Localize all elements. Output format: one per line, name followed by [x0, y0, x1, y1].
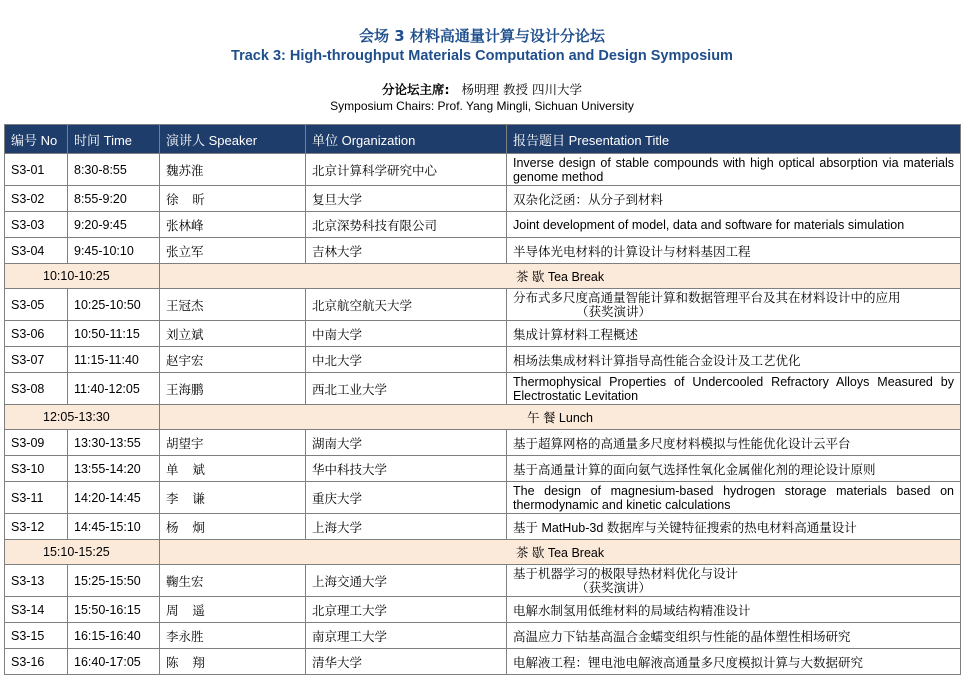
title-chinese: 会场 3 材料高通量计算与设计分论坛 [359, 27, 605, 45]
cell-time: 8:55-9:20 [68, 186, 160, 212]
cell-organization: 中北大学 [306, 347, 507, 373]
cell-title [507, 565, 961, 597]
table-header-row [5, 125, 961, 154]
cell-title: 双杂化泛函：从分子到材料 [507, 186, 961, 212]
cell-no: S3-10 [5, 456, 68, 482]
cell-organization: 北京计算科学研究中心 [306, 154, 507, 186]
table-row [5, 597, 961, 623]
cell-no: S3-07 [5, 347, 68, 373]
cell-no: S3-09 [5, 430, 68, 456]
cell-organization: 北京理工大学 [306, 597, 507, 623]
cell-title: 基于高通量计算的面向氨气选择性氧化金属催化剂的理论设计原则 [507, 456, 961, 482]
break-label: 茶 歇 Tea Break [160, 264, 961, 289]
column-header-no: 编号 No [5, 125, 68, 154]
column-header-title: 报告题目 Presentation Title [507, 125, 961, 154]
table-row [5, 623, 961, 649]
cell-speaker: 胡望宇 [160, 430, 306, 456]
cell-speaker: 赵宇宏 [160, 347, 306, 373]
break-label: 午 餐 Lunch [160, 405, 961, 430]
cell-speaker: 李永胜 [160, 623, 306, 649]
cell-organization: 湖南大学 [306, 430, 507, 456]
cell-organization: 北京深势科技有限公司 [306, 212, 507, 238]
cell-speaker: 徐 昕 [160, 186, 306, 212]
cell-time: 15:50-16:15 [68, 597, 160, 623]
table-row [5, 456, 961, 482]
table-row [5, 289, 961, 321]
cell-speaker: 杨 炯 [160, 514, 306, 540]
cell-time: 11:15-11:40 [68, 347, 160, 373]
chairs-label: 分论坛主席: [382, 82, 450, 97]
cell-organization: 清华大学 [306, 649, 507, 675]
cell-speaker: 王冠杰 [160, 289, 306, 321]
cell-title [507, 289, 961, 321]
cell-organization: 中南大学 [306, 321, 507, 347]
cell-time: 11:40-12:05 [68, 373, 160, 405]
break-label: 茶 歇 Tea Break [160, 540, 961, 565]
cell-time: 14:45-15:10 [68, 514, 160, 540]
break-row [5, 405, 961, 430]
title-english: Track 3: High-throughput Materials Computation and Design Symposium [231, 48, 733, 64]
cell-speaker: 张立军 [160, 238, 306, 264]
cell-title: Inverse design of stable compounds with high optical absorption via materials genome method [507, 154, 961, 186]
cell-title: 集成计算材料工程概述 [507, 321, 961, 347]
cell-no: S3-11 [5, 482, 68, 514]
cell-speaker: 张林峰 [160, 212, 306, 238]
cell-title: 相场法集成材料计算指导高性能合金设计及工艺优化 [507, 347, 961, 373]
cell-no: S3-05 [5, 289, 68, 321]
table-row [5, 565, 961, 597]
break-time: 15:10-15:25 [5, 540, 160, 565]
schedule-table [4, 124, 961, 675]
cell-time: 10:25-10:50 [68, 289, 160, 321]
chairs-names: 杨明理 教授 四川大学 [461, 82, 582, 97]
cell-no: S3-04 [5, 238, 68, 264]
cell-organization: 重庆大学 [306, 482, 507, 514]
table-row [5, 212, 961, 238]
cell-time: 10:50-11:15 [68, 321, 160, 347]
table-row [5, 154, 961, 186]
cell-speaker: 李 谦 [160, 482, 306, 514]
cell-speaker: 刘立斌 [160, 321, 306, 347]
cell-title: Joint development of model, data and software for materials simulation [507, 212, 961, 238]
table-row [5, 321, 961, 347]
cell-speaker: 王海鹏 [160, 373, 306, 405]
cell-no: S3-02 [5, 186, 68, 212]
title-line: 基于机器学习的极限导热材料优化与设计 [513, 566, 739, 581]
cell-no: S3-01 [5, 154, 68, 186]
cell-organization: 上海交通大学 [306, 565, 507, 597]
table-body [5, 154, 961, 675]
table-row [5, 347, 961, 373]
table-row [5, 514, 961, 540]
chairs-english: Symposium Chairs: Prof. Yang Mingli, Sichuan University [330, 99, 634, 113]
table-row [5, 186, 961, 212]
cell-title: The design of magnesium-based hydrogen storage materials based on thermodynamic and kinetic calculations [507, 482, 961, 514]
break-row [5, 540, 961, 565]
cell-speaker: 魏苏淮 [160, 154, 306, 186]
cell-organization: 西北工业大学 [306, 373, 507, 405]
cell-time: 9:20-9:45 [68, 212, 160, 238]
cell-title: 电解水制氢用低维材料的局域结构精准设计 [507, 597, 961, 623]
cell-no: S3-03 [5, 212, 68, 238]
cell-title: 电解液工程：锂电池电解液高通量多尺度模拟计算与大数据研究 [507, 649, 961, 675]
cell-organization: 复旦大学 [306, 186, 507, 212]
cell-no: S3-15 [5, 623, 68, 649]
cell-time: 16:15-16:40 [68, 623, 160, 649]
column-header-speaker: 演讲人 Speaker [160, 125, 306, 154]
title-line: 分布式多尺度高通量智能计算和数据管理平台及其在材料设计中的应用 [513, 290, 901, 305]
table-row [5, 649, 961, 675]
cell-no: S3-08 [5, 373, 68, 405]
cell-speaker: 鞠生宏 [160, 565, 306, 597]
cell-title: 半导体光电材料的计算设计与材料基因工程 [507, 238, 961, 264]
cell-title: Thermophysical Properties of Undercooled Refractory Alloys Measured by Electrostatic Levitation [507, 373, 961, 405]
cell-title: 基于超算网格的高通量多尺度材料模拟与性能优化设计云平台 [507, 430, 961, 456]
cell-organization: 南京理工大学 [306, 623, 507, 649]
column-header-organization: 单位 Organization [306, 125, 507, 154]
cell-time: 13:30-13:55 [68, 430, 160, 456]
cell-organization: 上海大学 [306, 514, 507, 540]
break-row [5, 264, 961, 289]
cell-time: 13:55-14:20 [68, 456, 160, 482]
cell-no: S3-13 [5, 565, 68, 597]
cell-organization: 北京航空航天大学 [306, 289, 507, 321]
break-time: 10:10-10:25 [5, 264, 160, 289]
cell-no: S3-16 [5, 649, 68, 675]
cell-time: 16:40-17:05 [68, 649, 160, 675]
award-note: （获奖演讲） [575, 580, 651, 595]
cell-title: 高温应力下钴基高温合金蠕变组织与性能的晶体塑性相场研究 [507, 623, 961, 649]
table-row [5, 430, 961, 456]
cell-no: S3-14 [5, 597, 68, 623]
cell-no: S3-12 [5, 514, 68, 540]
award-note: （获奖演讲） [575, 304, 651, 319]
cell-title: 基于 MatHub-3d 数据库与关键特征搜索的热电材料高通量设计 [507, 514, 961, 540]
cell-organization: 吉林大学 [306, 238, 507, 264]
cell-time: 14:20-14:45 [68, 482, 160, 514]
table-row [5, 482, 961, 514]
break-time: 12:05-13:30 [5, 405, 160, 430]
column-header-time: 时间 Time [68, 125, 160, 154]
chairs-chinese [0, 80, 964, 98]
cell-speaker: 陈 翔 [160, 649, 306, 675]
cell-time: 8:30-8:55 [68, 154, 160, 186]
table-row [5, 373, 961, 405]
cell-time: 15:25-15:50 [68, 565, 160, 597]
cell-no: S3-06 [5, 321, 68, 347]
table-row [5, 238, 961, 264]
cell-speaker: 周 遥 [160, 597, 306, 623]
cell-organization: 华中科技大学 [306, 456, 507, 482]
cell-speaker: 单 斌 [160, 456, 306, 482]
cell-time: 9:45-10:10 [68, 238, 160, 264]
